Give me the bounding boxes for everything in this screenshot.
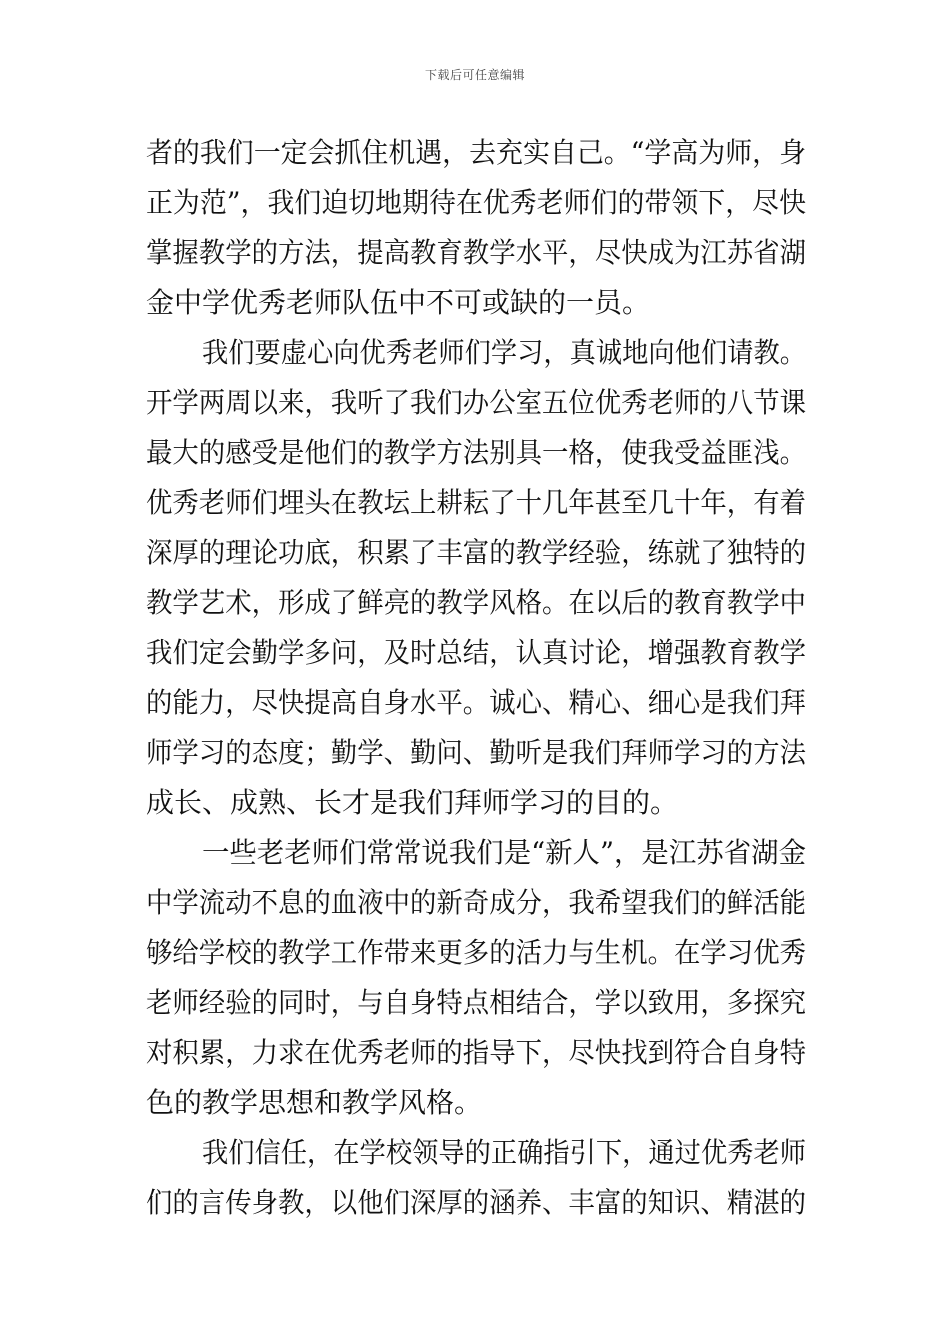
text-line: 对积累，力求在优秀老师的指导下，尽快找到符合自身特 bbox=[146, 1036, 806, 1069]
text-line: 够给学校的教学工作带来更多的活力与生机。在学习优秀 bbox=[146, 936, 806, 969]
text-line: 掌握教学的方法，提高教育教学水平，尽快成为江苏省湖 bbox=[146, 236, 806, 269]
text-line: 深厚的理论功底，积累了丰富的教学经验，练就了独特的 bbox=[146, 536, 806, 569]
text-line: 优秀老师们埋头在教坛上耕耘了十几年甚至几十年，有着 bbox=[146, 486, 806, 519]
text-line: 一些老老师们常常说我们是“新人”，是江苏省湖金 bbox=[202, 836, 806, 869]
page-header: 下载后可任意编辑 bbox=[424, 68, 525, 82]
text-line: 最大的感受是他们的教学方法别具一格，使我受益匪浅。 bbox=[146, 436, 806, 469]
text-line: 者的我们一定会抓住机遇，去充实自己。“学高为师，身 bbox=[146, 136, 806, 169]
body-text bbox=[146, 128, 806, 1228]
text-line: 开学两周以来，我听了我们办公室五位优秀老师的八节课 bbox=[146, 386, 806, 419]
text-line: 的能力，尽快提高自身水平。诚心、精心、细心是我们拜 bbox=[146, 686, 806, 719]
text-line: 老师经验的同时，与自身特点相结合，学以致用，多探究 bbox=[146, 986, 806, 1019]
text-line: 我们信任，在学校领导的正确指引下，通过优秀老师 bbox=[202, 1136, 806, 1169]
text-line: 我们要虚心向优秀老师们学习，真诚地向他们请教。 bbox=[202, 336, 806, 369]
text-line: 们的言传身教，以他们深厚的涵养、丰富的知识、精湛的 bbox=[146, 1186, 806, 1219]
text-line: 中学流动不息的血液中的新奇成分，我希望我们的鲜活能 bbox=[146, 886, 806, 919]
text-line: 正为范”，我们迫切地期待在优秀老师们的带领下，尽快 bbox=[146, 186, 806, 219]
text-line: 色的教学思想和教学风格。 bbox=[146, 1086, 483, 1119]
text-line: 成长、成熟、长才是我们拜师学习的目的。 bbox=[146, 786, 679, 819]
text-line: 我们定会勤学多问，及时总结，认真讨论，增强教育教学 bbox=[146, 636, 806, 669]
text-line: 金中学优秀老师队伍中不可或缺的一员。 bbox=[146, 286, 651, 319]
text-line: 师学习的态度；勤学、勤问、勤听是我们拜师学习的方法 bbox=[146, 736, 806, 769]
text-line: 教学艺术，形成了鲜亮的教学风格。在以后的教育教学中 bbox=[146, 586, 806, 619]
